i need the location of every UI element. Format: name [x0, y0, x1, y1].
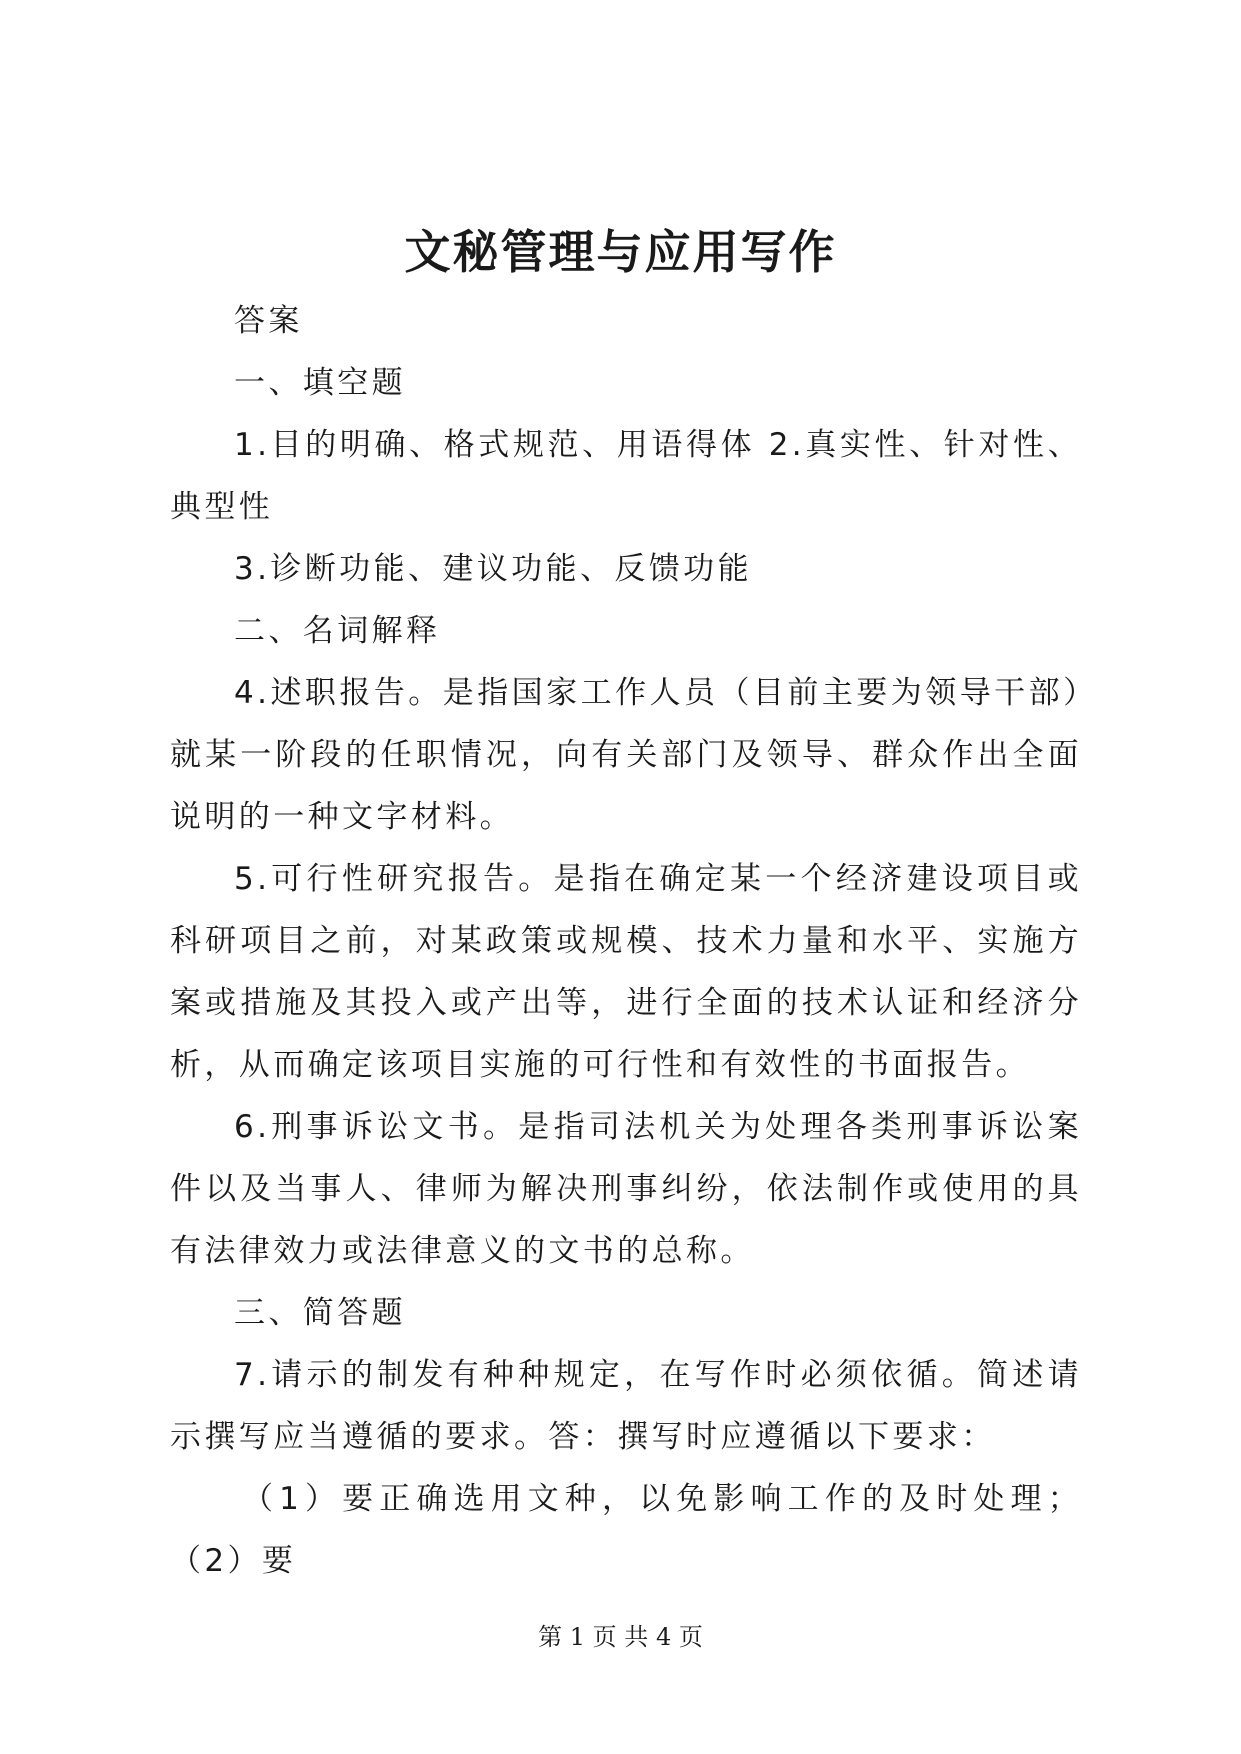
document-body [170, 290, 1082, 1592]
paragraph-item-1-2: 1.目的明确、格式规范、用语得体 2.真实性、针对性、典型性 [170, 427, 1082, 525]
paragraph-item-5: 5.可行性研究报告。是指在确定某一个经济建设项目或科研项目之前，对某政策或规模、技术力量和水平、实施方案或措施及其投入或产出等，进行全面的技术认证和经济分析，从而确定该项目实施的可行性和有效性的书面报告。 [170, 861, 1082, 1083]
paragraph-item-7: 7.请示的制发有种种规定，在写作时必须依循。简述请示撰写应当遵循的要求。答：撰写时应遵循以下要求： [170, 1357, 1082, 1455]
paragraph-item-3: 3.诊断功能、建议功能、反馈功能 [234, 551, 752, 587]
paragraph-item-4: 4.述职报告。是指国家工作人员（目前主要为领导干部）就某一阶段的任职情况，向有关部门及领导、群众作出全面说明的一种文字材料。 [170, 675, 1082, 835]
document-title: 文秘管理与应用写作 [404, 225, 837, 279]
section-heading-term-explanation: 二、名词解释 [234, 613, 441, 649]
paragraph-item-6: 6.刑事诉讼文书。是指司法机关为处理各类刑事诉讼案件以及当事人、律师为解决刑事纠纷，依法制作或使用的具有法律效力或法律意义的文书的总称。 [170, 1109, 1082, 1269]
paragraph-answer-heading: 答案 [234, 303, 303, 339]
paragraph-item-7-sub: （1）要正确选用文种，以免影响工作的及时处理；（2）要 [170, 1481, 1082, 1579]
section-heading-short-answer: 三、简答题 [234, 1295, 406, 1331]
page-footer: 第 1 页 共 4 页 [538, 1623, 703, 1651]
section-heading-fill-blank: 一、填空题 [234, 365, 406, 401]
